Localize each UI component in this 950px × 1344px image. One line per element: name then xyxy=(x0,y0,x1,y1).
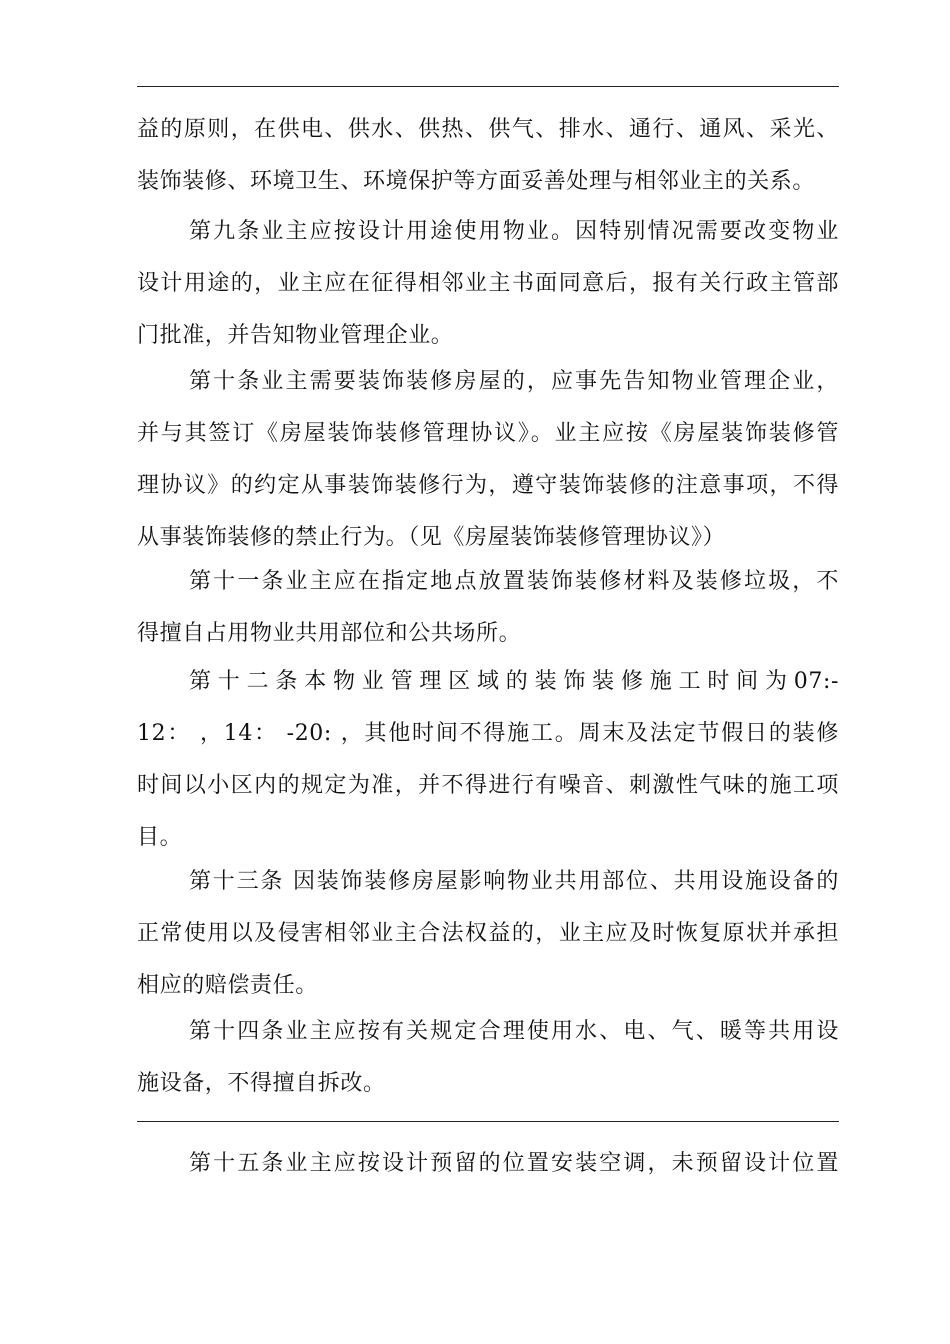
top-divider xyxy=(137,86,839,87)
text-line: 正常使用以及侵害相邻业主合法权益的，业主应及时恢复原状并承担 xyxy=(137,921,839,946)
text-line: 益的原则，在供电、供水、供热、供气、排水、通行、通风、采光、 xyxy=(137,117,839,142)
article-14 xyxy=(137,1006,839,1110)
text-line: 门批准，并告知物业管理企业。 xyxy=(137,323,454,348)
text-line: 第十三条 因装饰装修房屋影响物业共用部位、共用设施设备的 xyxy=(189,869,839,894)
text-line: 目。 xyxy=(137,825,183,850)
article-15 xyxy=(137,1138,839,1190)
page-break-divider xyxy=(137,1121,839,1122)
text-line: 设计用途的，业主应在征得相邻业主书面同意后，报有关行政主管部 xyxy=(137,271,839,296)
text-line: 相应的赔偿责任。 xyxy=(137,973,318,998)
text-line: 第十一条业主应在指定地点放置装饰装修材料及装修垃圾，不 xyxy=(189,569,839,594)
text-line: 得擅自占用物业共用部位和公共场所。 xyxy=(137,621,522,646)
text-line: 从事装饰装修的禁止行为。（见《房屋装饰装修管理协议》） xyxy=(137,525,726,550)
text-line: 时间以小区内的规定为准，并不得进行有噪音、刺激性气味的施工项 xyxy=(137,773,839,798)
paragraph-continuation xyxy=(137,104,839,208)
text-line: 第九条业主应按设计用途使用物业。因特别情况需要改变物业 xyxy=(189,219,839,244)
article-13 xyxy=(137,856,839,1012)
article-9 xyxy=(137,206,839,362)
text-line: 理协议》的约定从事装饰装修行为，遵守装饰装修的注意事项，不得 xyxy=(137,473,839,498)
text-line: 12： ，14： -20: ，其他时间不得施工。周末及法定节假日的装修 xyxy=(137,721,839,746)
article-12 xyxy=(137,656,839,864)
text-line: 第十条业主需要装饰装修房屋的，应事先告知物业管理企业， xyxy=(189,369,839,394)
text-line: 第十二条本物业管理区域的装饰装修施工时间为07:- xyxy=(189,669,839,694)
text-line: 第十五条业主应按设计预留的位置安装空调，未预留设计位置 xyxy=(189,1151,839,1176)
article-11 xyxy=(137,556,839,660)
text-line: 施设备，不得擅自拆改。 xyxy=(137,1071,386,1096)
text-line: 第十四条业主应按有关规定合理使用水、电、气、暖等共用设 xyxy=(189,1019,839,1044)
text-line: 装饰装修、环境卫生、环境保护等方面妥善处理与相邻业主的关系。 xyxy=(137,169,816,194)
article-10 xyxy=(137,356,839,564)
text-line: 并与其签订《房屋装饰装修管理协议》。业主应按《房屋装饰装修管 xyxy=(137,421,839,446)
